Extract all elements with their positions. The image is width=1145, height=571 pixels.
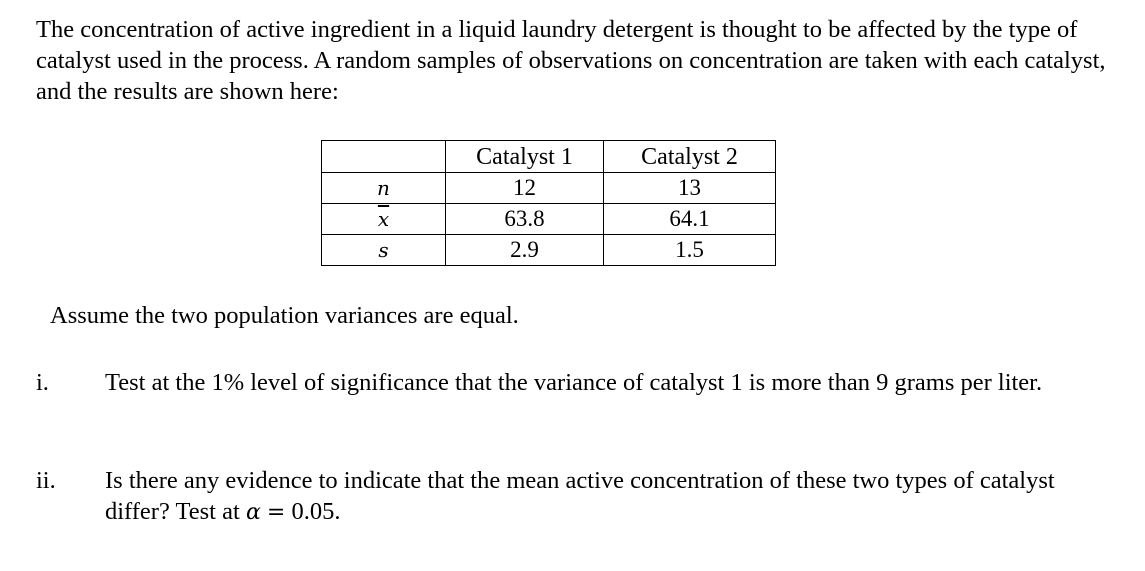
row-label-xbar bbox=[322, 204, 446, 235]
cell-value: 12 bbox=[446, 173, 604, 204]
cell-value: 63.8 bbox=[446, 204, 604, 235]
equals-sign: = bbox=[266, 500, 286, 525]
question-number: ii. bbox=[36, 467, 56, 494]
catalyst-table bbox=[321, 140, 776, 266]
alpha-value: 0.05 bbox=[291, 498, 335, 525]
question-end: . bbox=[334, 498, 341, 525]
table-header-row bbox=[322, 141, 776, 173]
table-row bbox=[322, 204, 776, 235]
xbar-symbol: x bbox=[377, 207, 390, 231]
row-label-n: n bbox=[322, 173, 446, 204]
question-text bbox=[105, 465, 1115, 528]
question-text: Test at the 1% level of significance that the variance of catalyst 1 is more than 9 grams per liter. bbox=[105, 369, 1043, 396]
table-row bbox=[322, 173, 776, 204]
cell-value: 1.5 bbox=[604, 235, 776, 266]
cell-value: 2.9 bbox=[446, 235, 604, 266]
question-text-main: Is there any evidence to indicate that the mean active concentration of these two types of catalyst differ? Test at bbox=[105, 467, 1055, 525]
table-row bbox=[322, 235, 776, 266]
table-header-blank bbox=[322, 141, 446, 173]
question-number: i. bbox=[36, 369, 49, 396]
cell-value: 13 bbox=[604, 173, 776, 204]
alpha-symbol: α bbox=[245, 500, 261, 525]
table-header-catalyst-1: Catalyst 1 bbox=[446, 141, 604, 173]
table-header-catalyst-2: Catalyst 2 bbox=[604, 141, 776, 173]
assumption-text: Assume the two population variances are equal. bbox=[50, 302, 519, 329]
row-label-s: s bbox=[322, 235, 446, 266]
problem-intro: The concentration of active ingredient in a liquid laundry detergent is thought to be affected by the type of catalyst used in the process. A random samples of observations on concentration are taken with each catalyst, and the results are shown here: bbox=[36, 16, 1106, 105]
cell-value: 64.1 bbox=[604, 204, 776, 235]
